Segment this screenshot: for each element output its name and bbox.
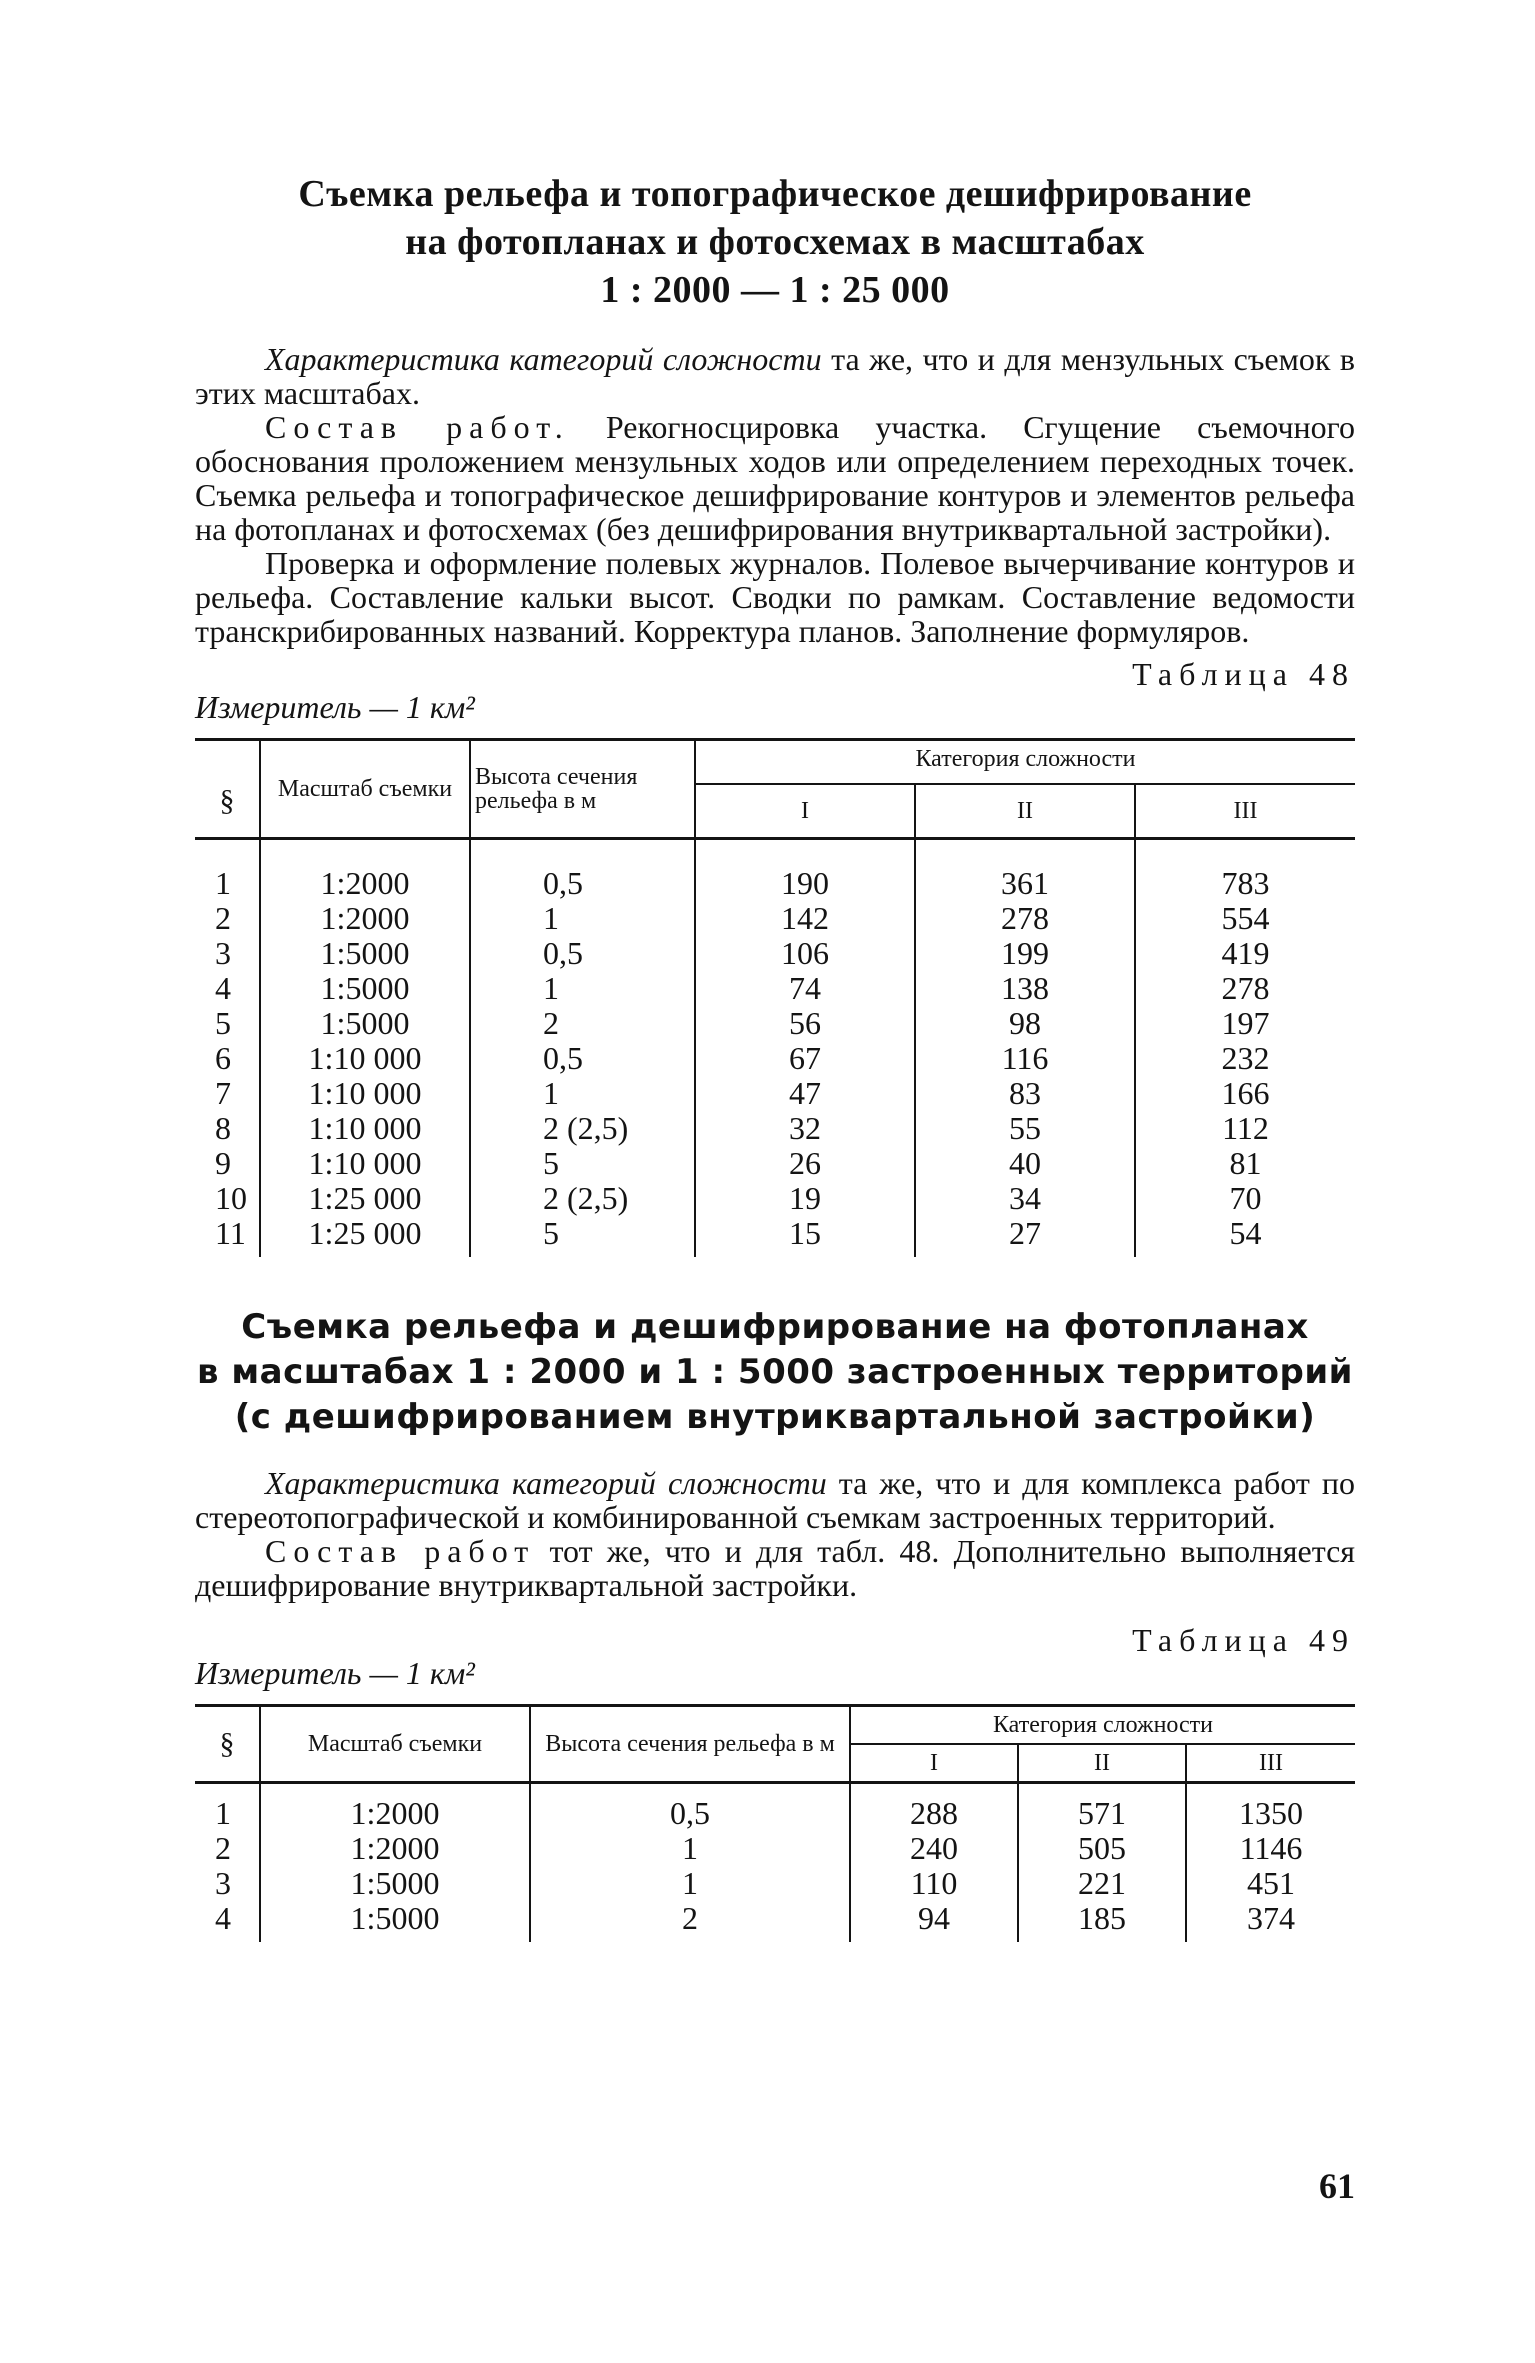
table-cell: 5 [215, 1005, 231, 1041]
table-cell: 1:5000 [260, 1006, 470, 1041]
table-row [195, 1783, 1355, 1832]
table-cell: 70 [1135, 1181, 1355, 1216]
col-header-category: Категория сложности [695, 740, 1355, 785]
col-header-height: Высота сечения рельефа в м [470, 740, 695, 839]
table-cell: 5 [470, 1146, 695, 1181]
table-cell: 1:2000 [260, 1783, 530, 1832]
table-cell: 571 [1018, 1783, 1186, 1832]
table-cell: 278 [1135, 971, 1355, 1006]
table-cell: 190 [695, 839, 915, 902]
table-cell: 1 [470, 901, 695, 936]
table-cell: 0,5 [470, 1041, 695, 1076]
table-48 [195, 738, 1355, 1257]
table-cell: 6 [215, 1040, 231, 1076]
paragraph-text: та же, что и для мензульных съемок в этих масштабах. [195, 341, 1356, 411]
col-header-scale: Масштаб съемки [260, 740, 470, 839]
spaced-term: Состав работ. [265, 409, 570, 445]
table-cell: 27 [915, 1216, 1135, 1257]
table-cell: 55 [915, 1111, 1135, 1146]
table-row [195, 1006, 1355, 1041]
table-cell: 110 [850, 1866, 1018, 1901]
section2-paragraph-characteristics [195, 1466, 1355, 1534]
table-cell: 185 [1018, 1901, 1186, 1942]
table48-measure: Измеритель — 1 км² [195, 689, 475, 725]
table-cell: 9 [215, 1145, 231, 1181]
col-header-height: Высота сечения рельефа в м [530, 1706, 850, 1783]
table-cell: 783 [1135, 839, 1355, 902]
col-header-cat-ii: II [1018, 1744, 1186, 1783]
table-cell: 240 [850, 1831, 1018, 1866]
table-cell: 1:10 000 [260, 1146, 470, 1181]
table-cell: 1:2000 [260, 901, 470, 936]
table-row [195, 1111, 1355, 1146]
paragraph-text: тот же, что и для табл. 48. Дополнительно выполняется дешифрирование внутриквартальной застройки. [195, 1533, 1355, 1603]
table-row [195, 1831, 1355, 1866]
table-cell: 1:2000 [260, 839, 470, 902]
table-cell: 0,5 [530, 1783, 850, 1832]
table-cell: 40 [915, 1146, 1135, 1181]
table-cell: 19 [695, 1181, 915, 1216]
table-cell: 142 [695, 901, 915, 936]
table-cell: 232 [1135, 1041, 1355, 1076]
section1-paragraph-work [195, 410, 1355, 546]
table-cell: 3 [215, 1865, 231, 1901]
section1-title [195, 170, 1355, 314]
table-cell: 1 [215, 1795, 231, 1831]
section2-title [195, 1305, 1355, 1440]
table-row [195, 1146, 1355, 1181]
table-cell: 1 [470, 1076, 695, 1111]
table-cell: 2 (2,5) [470, 1181, 695, 1216]
table-cell: 1 [530, 1831, 850, 1866]
table-cell: 1:10 000 [260, 1111, 470, 1146]
table-row [195, 1216, 1355, 1257]
table-cell: 67 [695, 1041, 915, 1076]
table-cell: 7 [215, 1075, 231, 1111]
col-header-cat-i: I [695, 784, 915, 839]
table-cell: 197 [1135, 1006, 1355, 1041]
table-row [195, 1901, 1355, 1942]
table-cell: 1146 [1186, 1831, 1355, 1866]
col-header-cat-i: I [850, 1744, 1018, 1783]
table-row [195, 936, 1355, 971]
table-cell: 221 [1018, 1866, 1186, 1901]
table-cell: 1:5000 [260, 1866, 530, 1901]
table-cell: 1:2000 [260, 1831, 530, 1866]
table-cell: 278 [915, 901, 1135, 936]
table-cell: 1:5000 [260, 1901, 530, 1942]
table-cell: 1:10 000 [260, 1076, 470, 1111]
paragraph-text: та же, что и для комплекса работ по стереотопографической и комбинированной съемкам застроенных территорий. [195, 1465, 1356, 1535]
section2-title-line: Съемка рельефа и дешифрирование на фотопланах [241, 1307, 1309, 1347]
table-cell: 138 [915, 971, 1135, 1006]
table-row [195, 971, 1355, 1006]
table-cell: 112 [1135, 1111, 1355, 1146]
table-cell: 116 [915, 1041, 1135, 1076]
table-cell: 2 [215, 900, 231, 936]
table-cell: 74 [695, 971, 915, 1006]
table-cell: 11 [215, 1215, 246, 1251]
table-cell: 81 [1135, 1146, 1355, 1181]
table-cell: 554 [1135, 901, 1355, 936]
table-cell: 0,5 [470, 936, 695, 971]
table-cell: 2 [530, 1901, 850, 1942]
table-cell: 419 [1135, 936, 1355, 971]
table-cell: 2 [215, 1830, 231, 1866]
table-cell: 10 [215, 1180, 247, 1216]
table48-label: Таблица 48 [1132, 656, 1355, 692]
col-header-cat-ii: II [915, 784, 1135, 839]
table49-measure: Измеритель — 1 км² [195, 1655, 475, 1691]
table-cell: 1:25 000 [260, 1216, 470, 1257]
table-cell: 505 [1018, 1831, 1186, 1866]
section2-paragraph-work [195, 1534, 1355, 1602]
section1-paragraph-characteristics [195, 342, 1355, 410]
table-cell: 199 [915, 936, 1135, 971]
table-row [195, 901, 1355, 936]
table-row [195, 1866, 1355, 1901]
table-row [195, 839, 1355, 902]
table-cell: 34 [915, 1181, 1135, 1216]
page-content [195, 160, 1355, 1942]
table-cell: 4 [215, 970, 231, 1006]
table-cell: 56 [695, 1006, 915, 1041]
table-cell: 32 [695, 1111, 915, 1146]
table-cell: 106 [695, 936, 915, 971]
section1-title-line: на фотопланах и фотосхемах в масштабах [405, 221, 1145, 263]
table-cell: 1350 [1186, 1783, 1355, 1832]
col-header-category: Категория сложности [850, 1706, 1355, 1745]
table-cell: 5 [470, 1216, 695, 1257]
spaced-term: Состав работ [265, 1533, 536, 1569]
table-row [195, 1181, 1355, 1216]
table49-body [195, 1783, 1355, 1943]
section1-title-line: 1 : 2000 — 1 : 25 000 [600, 269, 950, 311]
paragraph-text: Рекогносцировка участка. Сгущение съемочного обоснования проложением мензульных ходов или определением переходных точек. Съемка рельефа и топографическое дешифрирование контуров и элементов рельефа на фотопланах и фотосхемах (без дешифрирования внутриквартальной застройки). [195, 409, 1356, 547]
col-header-cat-iii: III [1135, 784, 1355, 839]
table-cell: 8 [215, 1110, 231, 1146]
italic-term: Характеристика категорий сложности [265, 1465, 827, 1501]
table-cell: 15 [695, 1216, 915, 1257]
col-header-scale: Масштаб съемки [260, 1706, 530, 1783]
section1-title-line: Съемка рельефа и топографическое дешифрирование [298, 173, 1252, 215]
table-cell: 54 [1135, 1216, 1355, 1257]
table-cell: 94 [850, 1901, 1018, 1942]
italic-term: Характеристика категорий сложности [265, 341, 822, 377]
table48-body [195, 839, 1355, 1258]
table-cell: 361 [915, 839, 1135, 902]
table-cell: 374 [1186, 1901, 1355, 1942]
table-row [195, 1041, 1355, 1076]
table-cell: 2 (2,5) [470, 1111, 695, 1146]
table-cell: 1 [215, 865, 231, 901]
table-cell: 288 [850, 1783, 1018, 1832]
section1-paragraph-checks: Проверка и оформление полевых журналов. Полевое вычерчивание контуров и рельефа. Составление кальки высот. Сводки по рамкам. Составление ведомости транскрибированных названий. Корректура планов. Заполнение формуляров. [195, 545, 1355, 649]
table-row [195, 1076, 1355, 1111]
table-cell: 2 [470, 1006, 695, 1041]
table-cell: 3 [215, 935, 231, 971]
table-cell: 451 [1186, 1866, 1355, 1901]
table-cell: 98 [915, 1006, 1135, 1041]
col-header-cat-iii: III [1186, 1744, 1355, 1783]
table-cell: 0,5 [470, 839, 695, 902]
table-cell: 166 [1135, 1076, 1355, 1111]
section2-title-line: в масштабах 1 : 2000 и 1 : 5000 застроенных территорий [196, 1352, 1354, 1392]
col-header-num: § [195, 740, 260, 839]
section2-title-line: (с дешифрированием внутриквартальной застройки) [234, 1397, 1316, 1437]
table-cell: 1:5000 [260, 971, 470, 1006]
table-cell: 4 [215, 1900, 231, 1936]
table49-label: Таблица 49 [1132, 1622, 1355, 1658]
table-49 [195, 1704, 1355, 1942]
page-number: 61 [1319, 2166, 1355, 2206]
table-cell: 1:10 000 [260, 1041, 470, 1076]
table-cell: 1 [470, 971, 695, 1006]
table-cell: 1:25 000 [260, 1181, 470, 1216]
table-cell: 1:5000 [260, 936, 470, 971]
table-cell: 26 [695, 1146, 915, 1181]
col-header-num: § [195, 1706, 260, 1783]
table-cell: 47 [695, 1076, 915, 1111]
table-cell: 1 [530, 1866, 850, 1901]
table-cell: 83 [915, 1076, 1135, 1111]
